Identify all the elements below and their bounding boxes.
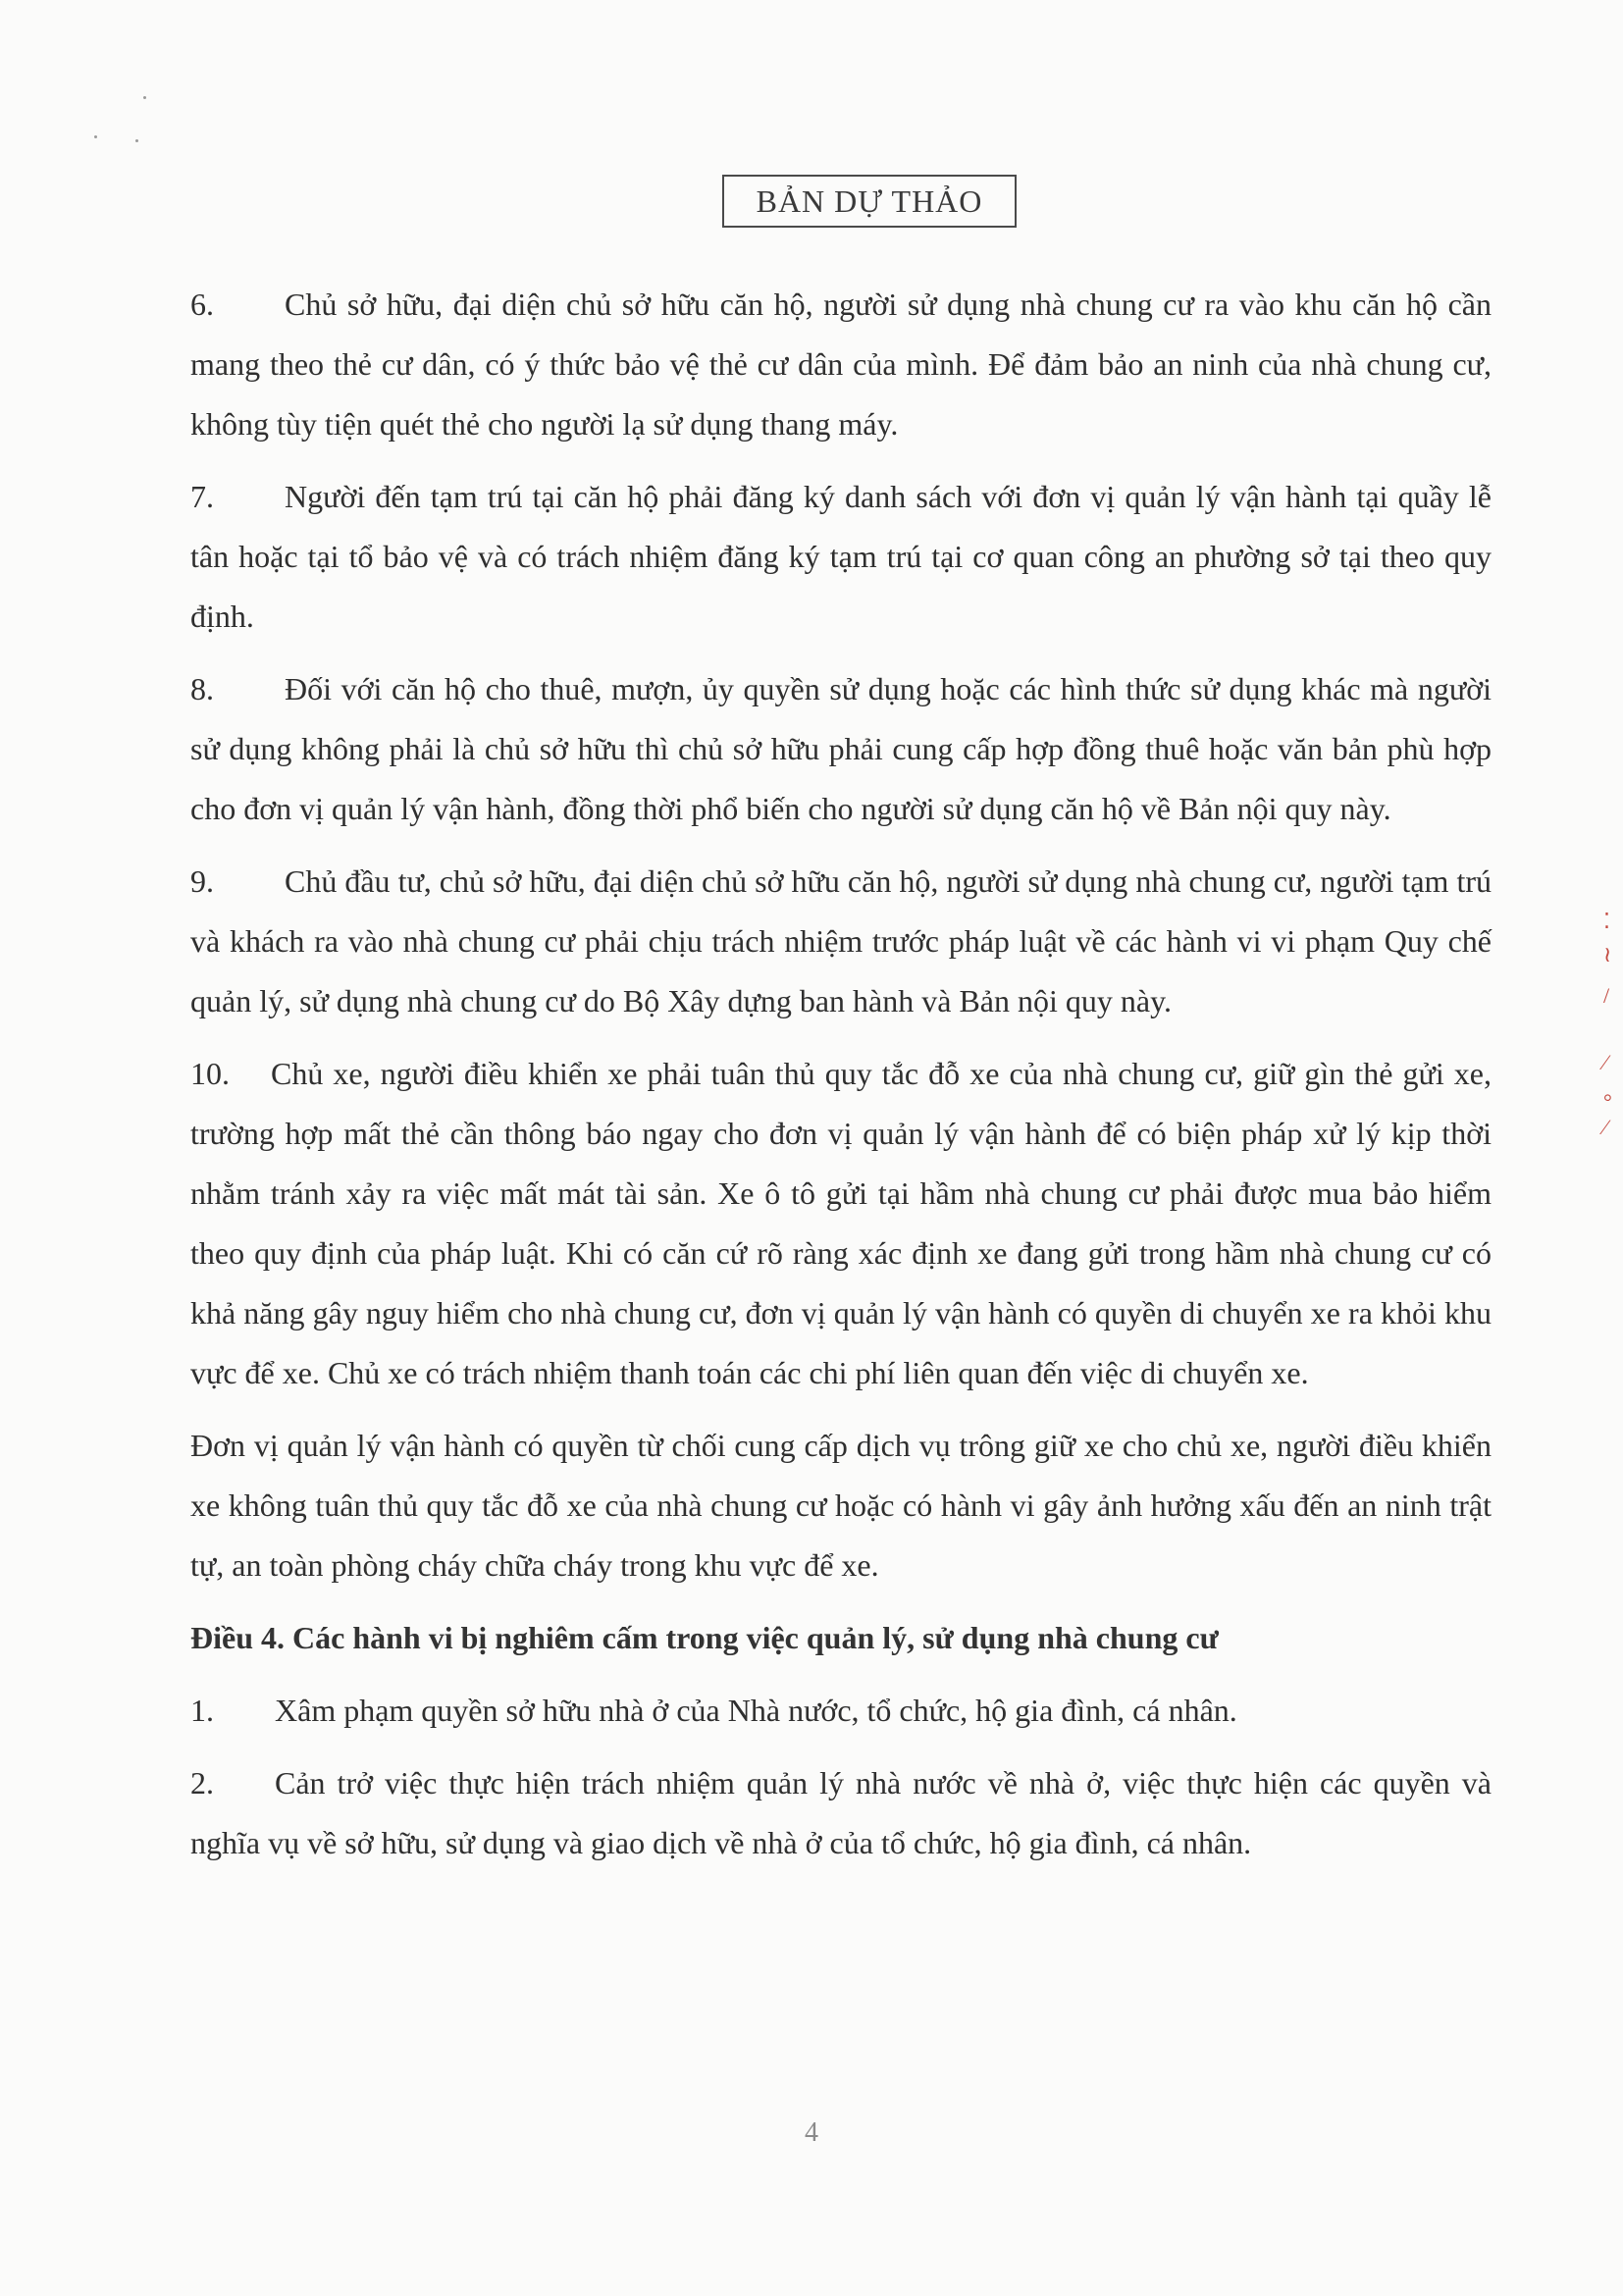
- paragraph-text: Người đến tạm trú tại căn hộ phải đăng ký danh sách với đơn vị quản lý vận hành tại quầy lễ tân hoặc tại tổ bảo vệ và có trách nhiệm đăng ký tạm trú tại cơ quan công an phường sở tại theo quy định.: [190, 479, 1492, 634]
- paragraph-unnumbered: [190, 1416, 1492, 1595]
- article-item-text: Cản trở việc thực hiện trách nhiệm quản lý nhà nước về nhà ở, việc thực hiện các quyền và nghĩa vụ về sở hữu, sử dụng và giao dịch về nhà ở của tổ chức, hộ gia đình, cá nhân.: [190, 1765, 1492, 1860]
- article-item-2: [190, 1753, 1492, 1873]
- margin-stamp-mark: ≀: [1603, 942, 1612, 966]
- scan-speck: [143, 96, 146, 99]
- paragraph-8: [190, 659, 1492, 839]
- paragraph-9: [190, 852, 1492, 1031]
- paragraph-text: Chủ sở hữu, đại diện chủ sở hữu căn hộ, người sử dụng nhà chung cư ra vào khu căn hộ cần mang theo thẻ cư dân, có ý thức bảo vệ thẻ cư dân của mình. Để đảm bảo an ninh của nhà chung cư, không tùy tiện quét thẻ cho người lạ sử dụng thang máy.: [190, 287, 1492, 442]
- document-body: [190, 275, 1492, 1886]
- article-item-number: 2.: [190, 1765, 214, 1800]
- paragraph-text: Đơn vị quản lý vận hành có quyền từ chối cung cấp dịch vụ trông giữ xe cho chủ xe, người điều khiển xe không tuân thủ quy tắc đỗ xe của nhà chung cư hoặc có hành vi gây ảnh hưởng xấu đến an ninh trật tự, an toàn phòng cháy chữa cháy trong khu vực để xe.: [190, 1428, 1492, 1583]
- paragraph-number: 7.: [190, 479, 214, 514]
- article-item-text: Xâm phạm quyền sở hữu nhà ở của Nhà nước, tổ chức, hộ gia đình, cá nhân.: [275, 1693, 1237, 1728]
- paragraph-text: Đối với căn hộ cho thuê, mượn, ủy quyền sử dụng hoặc các hình thức sử dụng khác mà người sử dụng không phải là chủ sở hữu thì chủ sở hữu phải cung cấp hợp đồng thuê hoặc văn bản phù hợp cho đơn vị quản lý vận hành, đồng thời phổ biến cho người sử dụng căn hộ về Bản nội quy này.: [190, 671, 1492, 826]
- margin-stamp-mark: ⁚: [1603, 909, 1610, 933]
- paragraph-number: 8.: [190, 671, 214, 706]
- paragraph-text: Chủ xe, người điều khiển xe phải tuân thủ quy tắc đỗ xe của nhà chung cư, giữ gìn thẻ gửi xe, trường hợp mất thẻ cần thông báo ngay cho đơn vị quản lý vận hành để có biện pháp xử lý kịp thời nhằm tránh xảy ra việc mất mát tài sản. Xe ô tô gửi tại hầm nhà chung cư phải được mua bảo hiểm theo quy định của pháp luật. Khi có căn cứ rõ ràng xác định xe đang gửi trong hầm nhà chung cư có khả năng gây nguy hiểm cho nhà chung cư, đơn vị quản lý vận hành có quyền di chuyển xe ra khỏi khu vực để xe. Chủ xe có trách nhiệm thanh toán các chi phí liên quan đến việc di chuyển xe.: [190, 1056, 1492, 1390]
- paragraph-number: 9.: [190, 863, 214, 899]
- draft-label-box: [722, 175, 1017, 228]
- paragraph-10: [190, 1044, 1492, 1403]
- page-number: 4: [805, 2117, 818, 2148]
- scan-speck: [94, 135, 97, 138]
- paragraph-number: 6.: [190, 287, 214, 322]
- scan-speck: [135, 139, 138, 142]
- paragraph-number: 10.: [190, 1056, 230, 1091]
- margin-stamp-mark: °: [1603, 1089, 1612, 1114]
- margin-stamp-mark: ⁄: [1603, 1050, 1607, 1074]
- paragraph-6: [190, 275, 1492, 454]
- article-heading: Điều 4. Các hành vi bị nghiêm cấm trong việc quản lý, sử dụng nhà chung cư: [190, 1620, 1219, 1655]
- paragraph-7: [190, 467, 1492, 647]
- article-item-1: [190, 1681, 1492, 1741]
- paragraph-text: Chủ đầu tư, chủ sở hữu, đại diện chủ sở hữu căn hộ, người sử dụng nhà chung cư, người tạm trú và khách ra vào nhà chung cư phải chịu trách nhiệm trước pháp luật về các hành vi vi phạm Quy chế quản lý, sử dụng nhà chung cư do Bộ Xây dựng ban hành và Bản nội quy này.: [190, 863, 1492, 1018]
- margin-stamp-mark: ∕: [1603, 1115, 1607, 1139]
- article-item-number: 1.: [190, 1693, 214, 1728]
- margin-stamp-mark: /: [1603, 983, 1610, 1008]
- draft-label: BẢN DỰ THẢO: [756, 183, 983, 219]
